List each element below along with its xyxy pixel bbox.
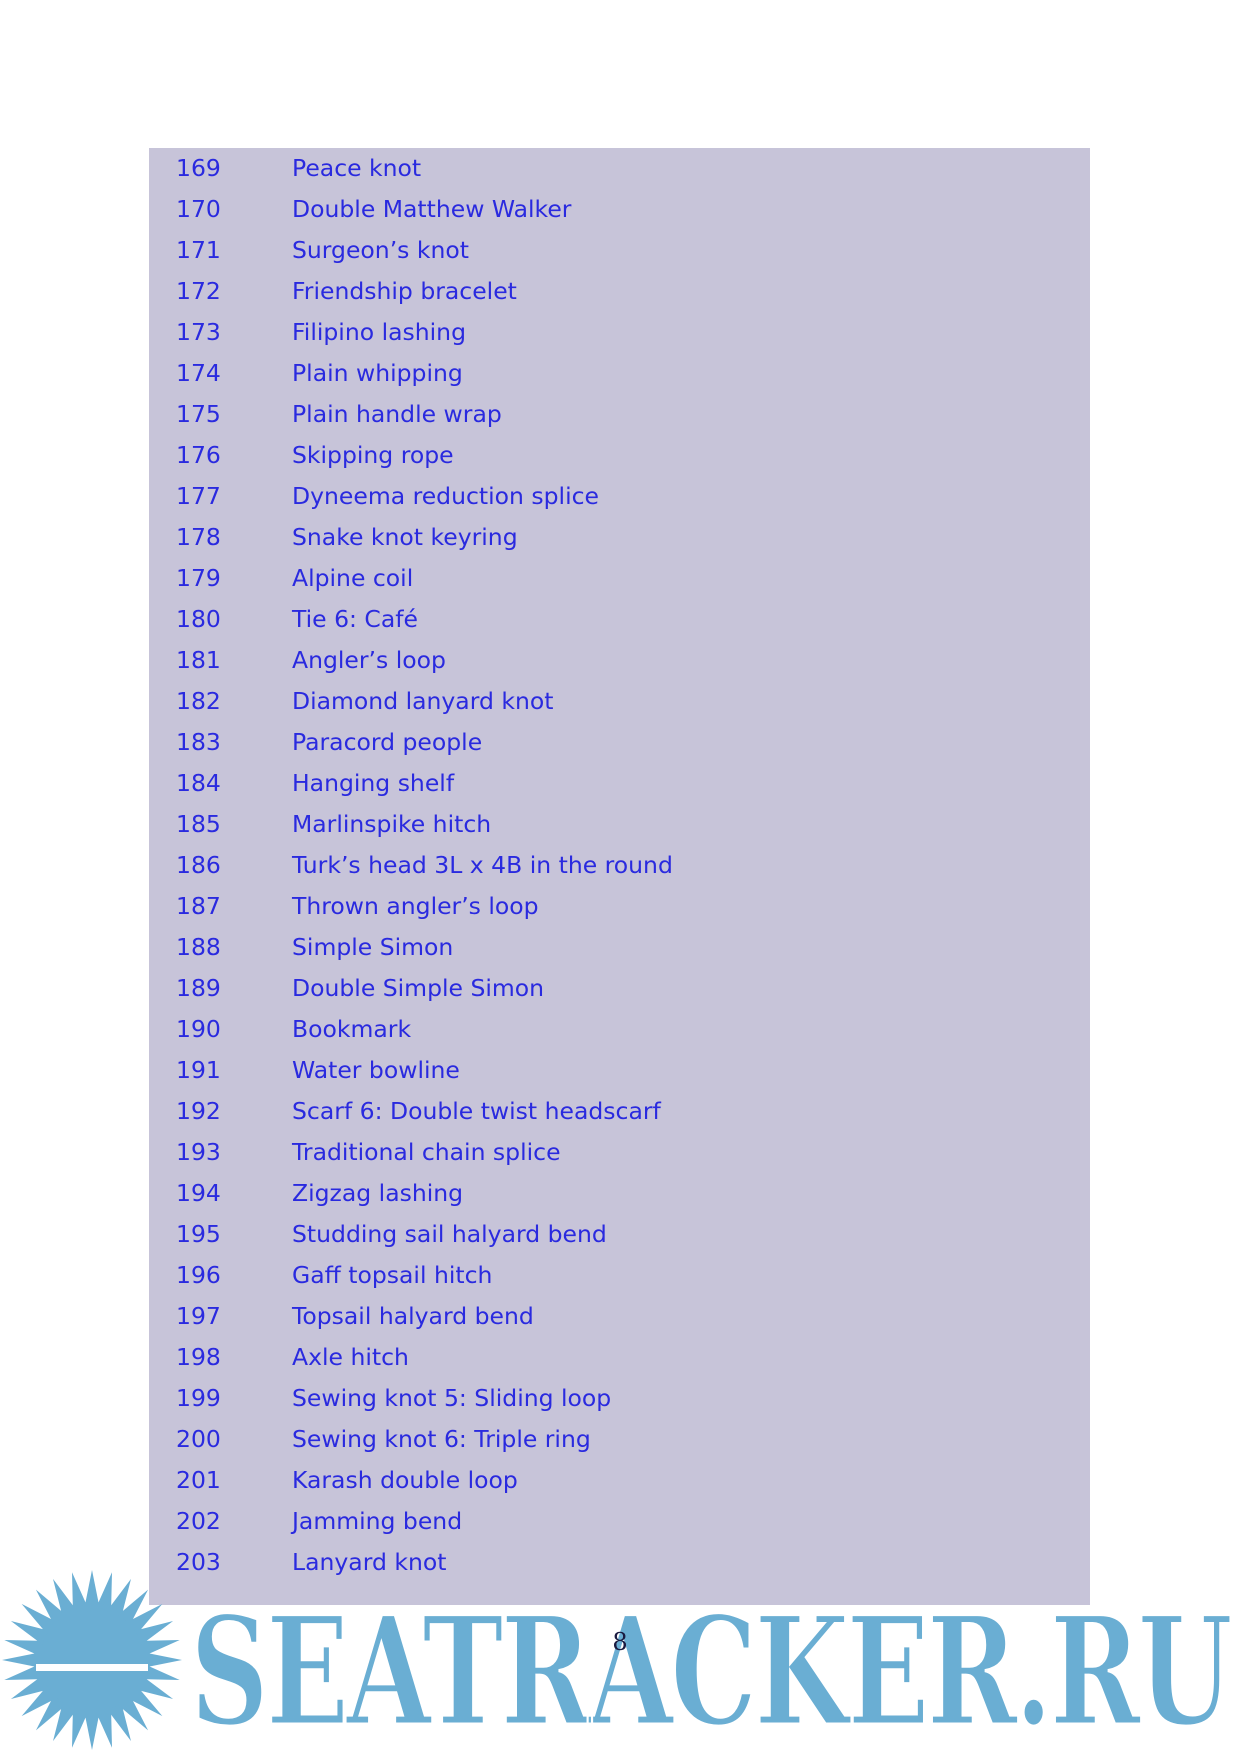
entry-title: Filipino lashing	[292, 318, 466, 346]
list-item[interactable]	[149, 1009, 1090, 1050]
entry-title: Surgeon’s knot	[292, 236, 469, 264]
entry-number: 201	[176, 1466, 221, 1494]
entry-number: 184	[176, 769, 221, 797]
list-item[interactable]	[149, 271, 1090, 312]
entry-number: 179	[176, 564, 221, 592]
list-item[interactable]	[149, 1132, 1090, 1173]
list-item[interactable]	[149, 1255, 1090, 1296]
list-item[interactable]	[149, 148, 1090, 189]
entry-number: 175	[176, 400, 221, 428]
entry-number: 182	[176, 687, 221, 715]
list-item[interactable]	[149, 394, 1090, 435]
list-item[interactable]	[149, 968, 1090, 1009]
list-item[interactable]	[149, 1214, 1090, 1255]
entry-title: Diamond lanyard knot	[292, 687, 554, 715]
entry-title: Studding sail halyard bend	[292, 1220, 607, 1248]
entry-title: Thrown angler’s loop	[292, 892, 539, 920]
entry-number: 188	[176, 933, 221, 961]
list-item[interactable]	[149, 1296, 1090, 1337]
entry-number: 191	[176, 1056, 221, 1084]
entry-title: Scarf 6: Double twist headscarf	[292, 1097, 661, 1125]
entry-number: 197	[176, 1302, 221, 1330]
entry-title: Skipping rope	[292, 441, 454, 469]
list-item[interactable]	[149, 230, 1090, 271]
entry-title: Lanyard knot	[292, 1548, 447, 1576]
entry-number: 195	[176, 1220, 221, 1248]
list-item[interactable]	[149, 763, 1090, 804]
entry-title: Alpine coil	[292, 564, 414, 592]
entry-title: Hanging shelf	[292, 769, 455, 797]
list-item[interactable]	[149, 1542, 1090, 1583]
entry-number: 172	[176, 277, 221, 305]
entry-title: Sewing knot 5: Sliding loop	[292, 1384, 612, 1412]
list-item[interactable]	[149, 722, 1090, 763]
list-item[interactable]	[149, 1173, 1090, 1214]
entry-title: Double Matthew Walker	[292, 195, 572, 223]
entry-title: Paracord people	[292, 728, 483, 756]
entry-number: 192	[176, 1097, 221, 1125]
list-item[interactable]	[149, 640, 1090, 681]
entry-number: 199	[176, 1384, 221, 1412]
entry-number: 186	[176, 851, 221, 879]
entry-number: 171	[176, 236, 221, 264]
entry-number: 196	[176, 1261, 221, 1289]
entry-title: Traditional chain splice	[292, 1138, 561, 1166]
list-item[interactable]	[149, 435, 1090, 476]
entry-title: Turk’s head 3L x 4B in the round	[292, 851, 673, 879]
watermark-logo	[190, 1608, 1240, 1748]
entry-title: Topsail halyard bend	[292, 1302, 534, 1330]
entry-number: 189	[176, 974, 221, 1002]
entry-title: Plain handle wrap	[292, 400, 502, 428]
entry-number: 170	[176, 195, 221, 223]
entry-number: 190	[176, 1015, 221, 1043]
list-item[interactable]	[149, 1378, 1090, 1419]
entry-number: 180	[176, 605, 221, 633]
list-item[interactable]	[149, 476, 1090, 517]
entry-title: Plain whipping	[292, 359, 463, 387]
list-item[interactable]	[149, 312, 1090, 353]
list-item[interactable]	[149, 1337, 1090, 1378]
entry-title: Water bowline	[292, 1056, 460, 1084]
entry-title: Simple Simon	[292, 933, 454, 961]
list-item[interactable]	[149, 1419, 1090, 1460]
list-item[interactable]	[149, 1501, 1090, 1542]
entry-title: Bookmark	[292, 1015, 412, 1043]
sun-icon	[0, 1568, 184, 1752]
entry-number: 202	[176, 1507, 221, 1535]
entry-number: 187	[176, 892, 221, 920]
list-item[interactable]	[149, 681, 1090, 722]
entry-title: Double Simple Simon	[292, 974, 545, 1002]
entry-number: 173	[176, 318, 221, 346]
list-item[interactable]	[149, 599, 1090, 640]
entry-title: Zigzag lashing	[292, 1179, 464, 1207]
entry-title: Friendship bracelet	[292, 277, 517, 305]
entry-number: 198	[176, 1343, 221, 1371]
entry-title: Jamming bend	[292, 1507, 463, 1535]
entry-number: 178	[176, 523, 221, 551]
entry-number: 183	[176, 728, 221, 756]
entry-number: 185	[176, 810, 221, 838]
entry-number: 181	[176, 646, 221, 674]
contents-panel	[149, 148, 1090, 1605]
list-item[interactable]	[149, 1460, 1090, 1501]
list-item[interactable]	[149, 845, 1090, 886]
entry-title: Tie 6: Café	[292, 605, 418, 633]
entry-number: 169	[176, 154, 221, 182]
entry-number: 194	[176, 1179, 221, 1207]
list-item[interactable]	[149, 558, 1090, 599]
entry-title: Axle hitch	[292, 1343, 409, 1371]
entry-number: 174	[176, 359, 221, 387]
list-item[interactable]	[149, 1050, 1090, 1091]
list-item[interactable]	[149, 804, 1090, 845]
entry-number: 177	[176, 482, 221, 510]
entry-title: Snake knot keyring	[292, 523, 518, 551]
list-item[interactable]	[149, 886, 1090, 927]
page-number: 8	[612, 1628, 628, 1656]
list-item[interactable]	[149, 189, 1090, 230]
entry-title: Gaff topsail hitch	[292, 1261, 493, 1289]
entry-number: 176	[176, 441, 221, 469]
entry-number: 203	[176, 1548, 221, 1576]
list-item[interactable]	[149, 927, 1090, 968]
list-item[interactable]	[149, 517, 1090, 558]
entry-title: Peace knot	[292, 154, 422, 182]
entry-title: Karash double loop	[292, 1466, 518, 1494]
list-item[interactable]	[149, 353, 1090, 394]
entry-title: Marlinspike hitch	[292, 810, 492, 838]
entry-title: Dyneema reduction splice	[292, 482, 599, 510]
list-item[interactable]	[149, 1091, 1090, 1132]
entry-title: Sewing knot 6: Triple ring	[292, 1425, 591, 1453]
watermark-text: SEATRACKER.RU	[190, 1608, 1231, 1748]
entry-number: 193	[176, 1138, 221, 1166]
entry-number: 200	[176, 1425, 221, 1453]
entry-title: Angler’s loop	[292, 646, 446, 674]
